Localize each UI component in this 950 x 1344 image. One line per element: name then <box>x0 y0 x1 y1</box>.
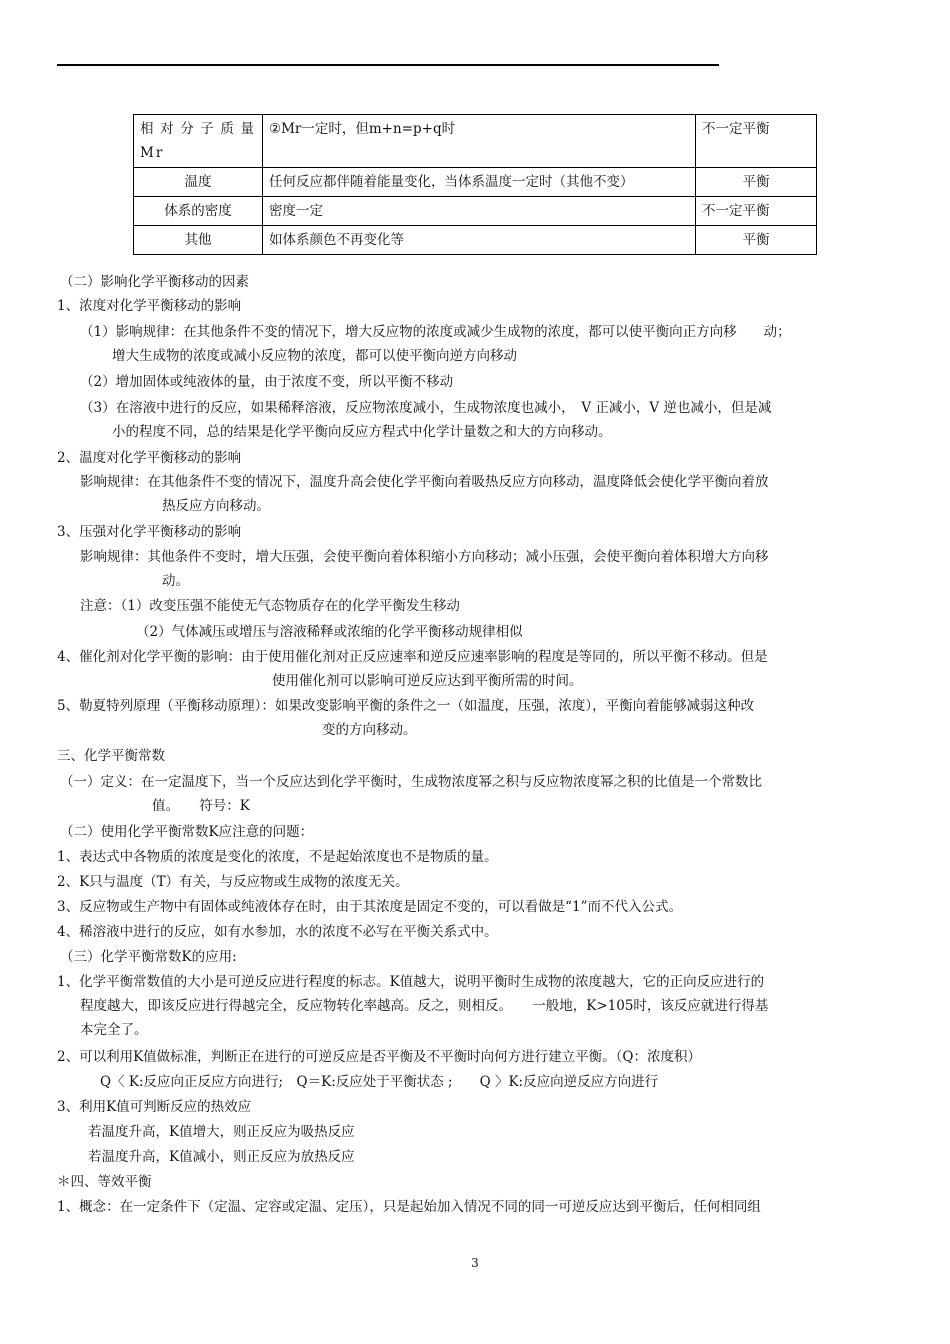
header-rule <box>57 64 719 66</box>
paragraph-line: 4、催化剂对化学平衡的影响：由于使用催化剂对正反应速率和逆反应速率影响的程度是等同的，所以平衡不移动。但是 <box>57 649 768 665</box>
paragraph-line: （1）影响规律：在其他条件不变的情况下，增大反应物的浓度或减少生成物的浓度，都可以使平衡向正方向移 动； <box>80 324 791 340</box>
list-item: 1、化学平衡常数值的大小是可逆反应进行程度的标志。K值越大，说明平衡时生成物的浓度越大，它的正向反应进行的 <box>57 974 765 990</box>
paragraph-line: 热反应方向移动。 <box>162 498 270 514</box>
criteria-result: 平衡 <box>696 168 817 197</box>
paragraph-line: （一）定义：在一定温度下，当一个反应达到化学平衡时，生成物浓度幂之积与反应物浓度幂之积的比值是一个常数比 <box>60 774 762 790</box>
section-heading: ＊四、等效平衡 <box>57 1174 152 1190</box>
list-item: 2、可以利用K值做标准，判断正在进行的可逆反应是否平衡及不平衡时向何方进行建立平衡。（Q：浓度积） <box>57 1049 701 1065</box>
criteria-condition: 如体系颜色不再变化等 <box>263 226 696 255</box>
list-item: 3、利用K值可判断反应的热效应 <box>57 1099 252 1115</box>
paragraph-line: 小的程度不同，总的结果是化学平衡向反应方程式中化学计量数之和大的方向移动。 <box>112 424 612 440</box>
table-row <box>134 226 817 255</box>
paragraph-line: 若温度升高，K值减小，则正反应为放热反应 <box>88 1149 355 1165</box>
list-item: 3、反应物或生产物中有固体或纯液体存在时，由于其浓度是固定不变的，可以看做是“1”而不代入公式。 <box>57 899 682 915</box>
paragraph-line: 增大生成物的浓度或减小反应物的浓度，都可以使平衡向逆方向移动 <box>112 348 517 364</box>
list-item: 1、概念：在一定条件下（定温、定容或定温、定压），只是起始加入情况不同的同一可逆反应达到平衡后，任何相同组 <box>57 1199 761 1215</box>
criteria-result: 平衡 <box>696 226 817 255</box>
subsection-heading: 3、压强对化学平衡移动的影响 <box>57 524 242 540</box>
paragraph-line: 若温度升高，K值增大，则正反应为吸热反应 <box>88 1124 355 1140</box>
paragraph-line: 本完全了。 <box>80 1022 148 1038</box>
note-line: 注意：（1）改变压强不能使无气态物质存在的化学平衡发生移动 <box>80 598 460 614</box>
paragraph-line: 动。 <box>162 573 189 589</box>
paragraph-line: （2）增加固体或纯液体的量，由于浓度不变，所以平衡不移动 <box>80 374 454 390</box>
criteria-result: 不一定平衡 <box>696 197 817 226</box>
paragraph-line: 值。 符号：K <box>152 798 250 814</box>
paragraph-line: （3）在溶液中进行的反应，如果稀释溶液，反应物浓度减小，生成物浓度也减小， V 正减小，V 逆也减小，但是减 <box>80 400 772 416</box>
paragraph-line: 影响规律：在其他条件不变的情况下，温度升高会使化学平衡向着吸热反应方向移动，温度降低会使化学平衡向着放 <box>80 474 769 490</box>
paragraph-line: 使用催化剂可以影响可逆反应达到平衡所需的时间。 <box>272 673 583 689</box>
criteria-label: 温度 <box>134 168 263 197</box>
subsection-heading: （二）使用化学平衡常数K应注意的问题： <box>60 824 314 840</box>
paragraph-line: 影响规律：其他条件不变时，增大压强，会使平衡向着体积缩小方向移动；减小压强，会使平衡向着体积增大方向移 <box>80 549 769 565</box>
list-item: 2、K只与温度（T）有关，与反应物或生成物的浓度无关。 <box>57 874 409 890</box>
criteria-condition: 任何反应都伴随着能量变化，当体系温度一定时（其他不变） <box>263 168 696 197</box>
note-line: （2）气体减压或增压与溶液稀释或浓缩的化学平衡移动规律相似 <box>136 624 523 640</box>
criteria-condition: ②Mr一定时，但m+n=p+q时 <box>263 115 696 168</box>
criteria-condition: 密度一定 <box>263 197 696 226</box>
criteria-result: 不一定平衡 <box>696 115 817 168</box>
table-row <box>134 197 817 226</box>
section-heading: （二）影响化学平衡移动的因素 <box>60 274 249 290</box>
paragraph-line: 5、勒夏特列原理（平衡移动原理）：如果改变影响平衡的条件之一（如温度，压强，浓度），平衡向着能够减弱这种改 <box>57 698 755 714</box>
paragraph-line: Q〈 K:反应向正反应方向进行; Q＝K:反应处于平衡状态 ; Q 〉K:反应向逆反应方向进行 <box>100 1074 659 1090</box>
subsection-heading: 2、温度对化学平衡移动的影响 <box>57 450 242 466</box>
list-item: 1、表达式中各物质的浓度是变化的浓度，不是起始浓度也不是物质的量。 <box>57 849 498 865</box>
table-row <box>134 168 817 197</box>
paragraph-line: 变的方向移动。 <box>322 722 417 738</box>
list-item: 4、稀溶液中进行的反应，如有水参加，水的浓度不必写在平衡关系式中。 <box>57 924 498 940</box>
section-heading: 三、化学平衡常数 <box>57 748 165 764</box>
criteria-label: 相对分子质量Mr <box>134 115 263 168</box>
subsection-heading: 1、浓度对化学平衡移动的影响 <box>57 298 242 314</box>
paragraph-line: 程度越大，即该反应进行得越完全，反应物转化率越高。反之，则相反。 一般地，K>105时，该反应就进行得基 <box>80 998 769 1014</box>
equilibrium-criteria-table <box>133 114 817 255</box>
criteria-label: 其他 <box>134 226 263 255</box>
page-number: 3 <box>471 1256 479 1270</box>
table-row <box>134 115 817 168</box>
subsection-heading: （三）化学平衡常数K的应用: <box>60 949 237 965</box>
criteria-label: 体系的密度 <box>134 197 263 226</box>
